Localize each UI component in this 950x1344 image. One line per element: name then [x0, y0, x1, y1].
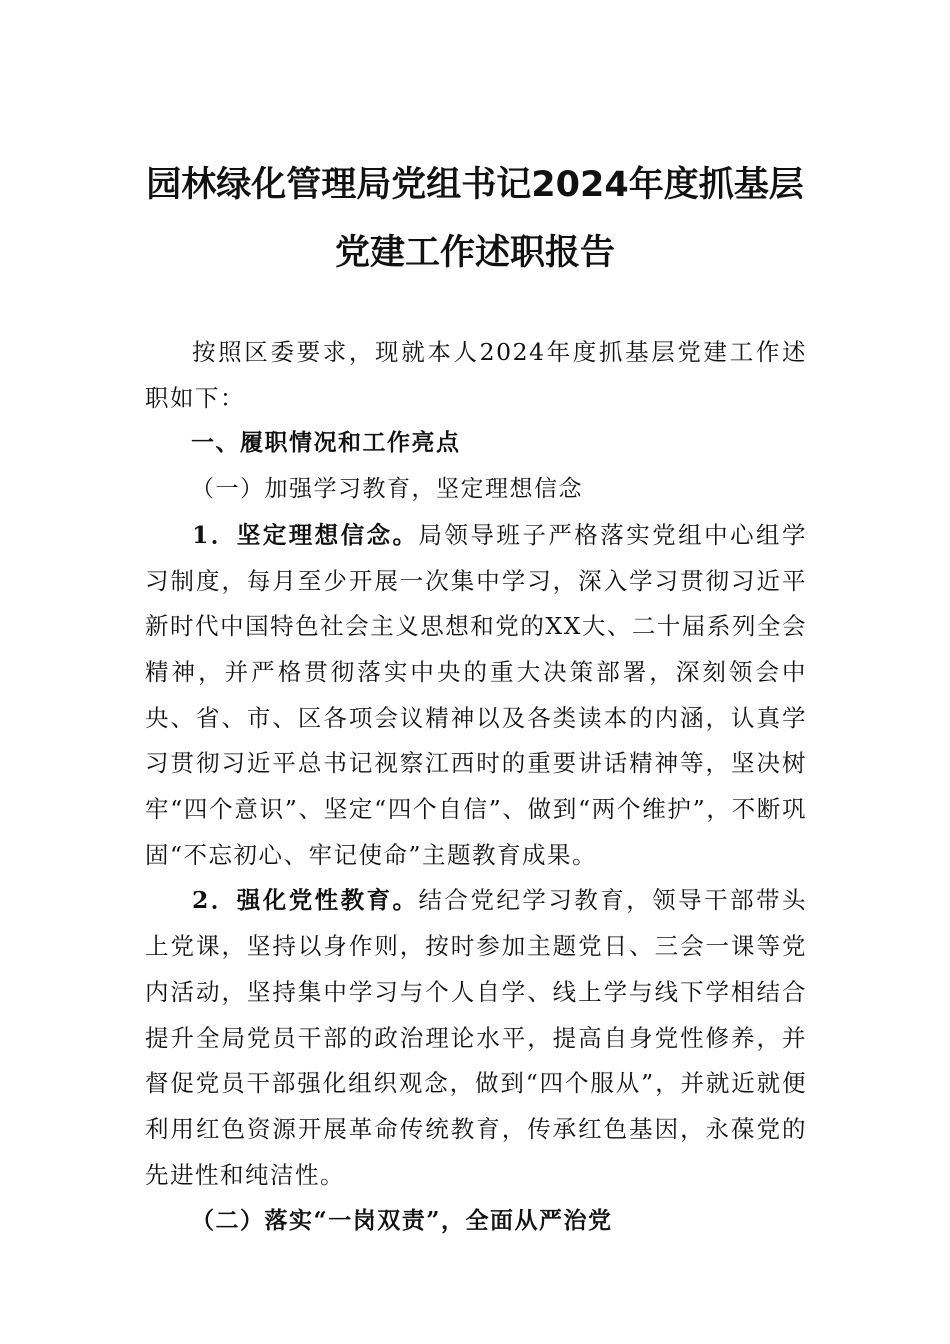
item-2-text: 结合党纪学习教育，领导干部带头上党课，坚持以身作则，按时参加主题党日、三会一课等党内活动，坚持集中学习与个人自学、线上学与线下学相结合提升全局党员干部的政治理论水平，提高自身党性修养，并督促党员干部强化组织观念，做到“四个服从”，并就近就便利用红色资源开展革命传统教育，传承红色基因，永葆党的先进性和纯洁性。 [145, 886, 807, 1189]
document-title-line-1: 园林绿化管理局党组书记2024年度抓基层 [146, 165, 804, 205]
item-2-lead: 2．强化党性教育。 [192, 886, 419, 915]
item-2-paragraph [145, 878, 807, 1198]
subsection-1-heading: （一）加强学习教育，坚定理想信念 [191, 476, 583, 503]
document-body [145, 330, 807, 1244]
document-title-line-2: 党建工作述职报告 [334, 233, 615, 273]
subsection-2-heading: （二）落实“一岗双责”，全面从严治党 [191, 1207, 613, 1235]
item-1-text: 局领导班子严格落实党组中心组学习制度，每月至少开展一次集中学习，深入学习贯彻习近平新时代中国特色社会主义思想和党的XX大、二十届系列全会精神，并严格贯彻落实中央的重大决策部署，深刻领会中央、省、市、区各项会议精神以及各类读本的内涵，认真学习贯彻习近平总书记视察江西时的重要讲话精神等，坚决树牢“四个意识”、坚定“四个自信”、做到“两个维护”，不断巩固“不忘初心、牢记使命”主题教育成果。 [145, 520, 807, 869]
item-1-paragraph [145, 513, 807, 879]
intro-paragraph: 按照区委要求，现就本人2024年度抓基层党建工作述职如下： [145, 338, 807, 412]
section-1-heading: 一、履职情况和工作亮点 [191, 430, 461, 457]
item-1-lead: 1．坚定理想信念。 [192, 520, 419, 549]
